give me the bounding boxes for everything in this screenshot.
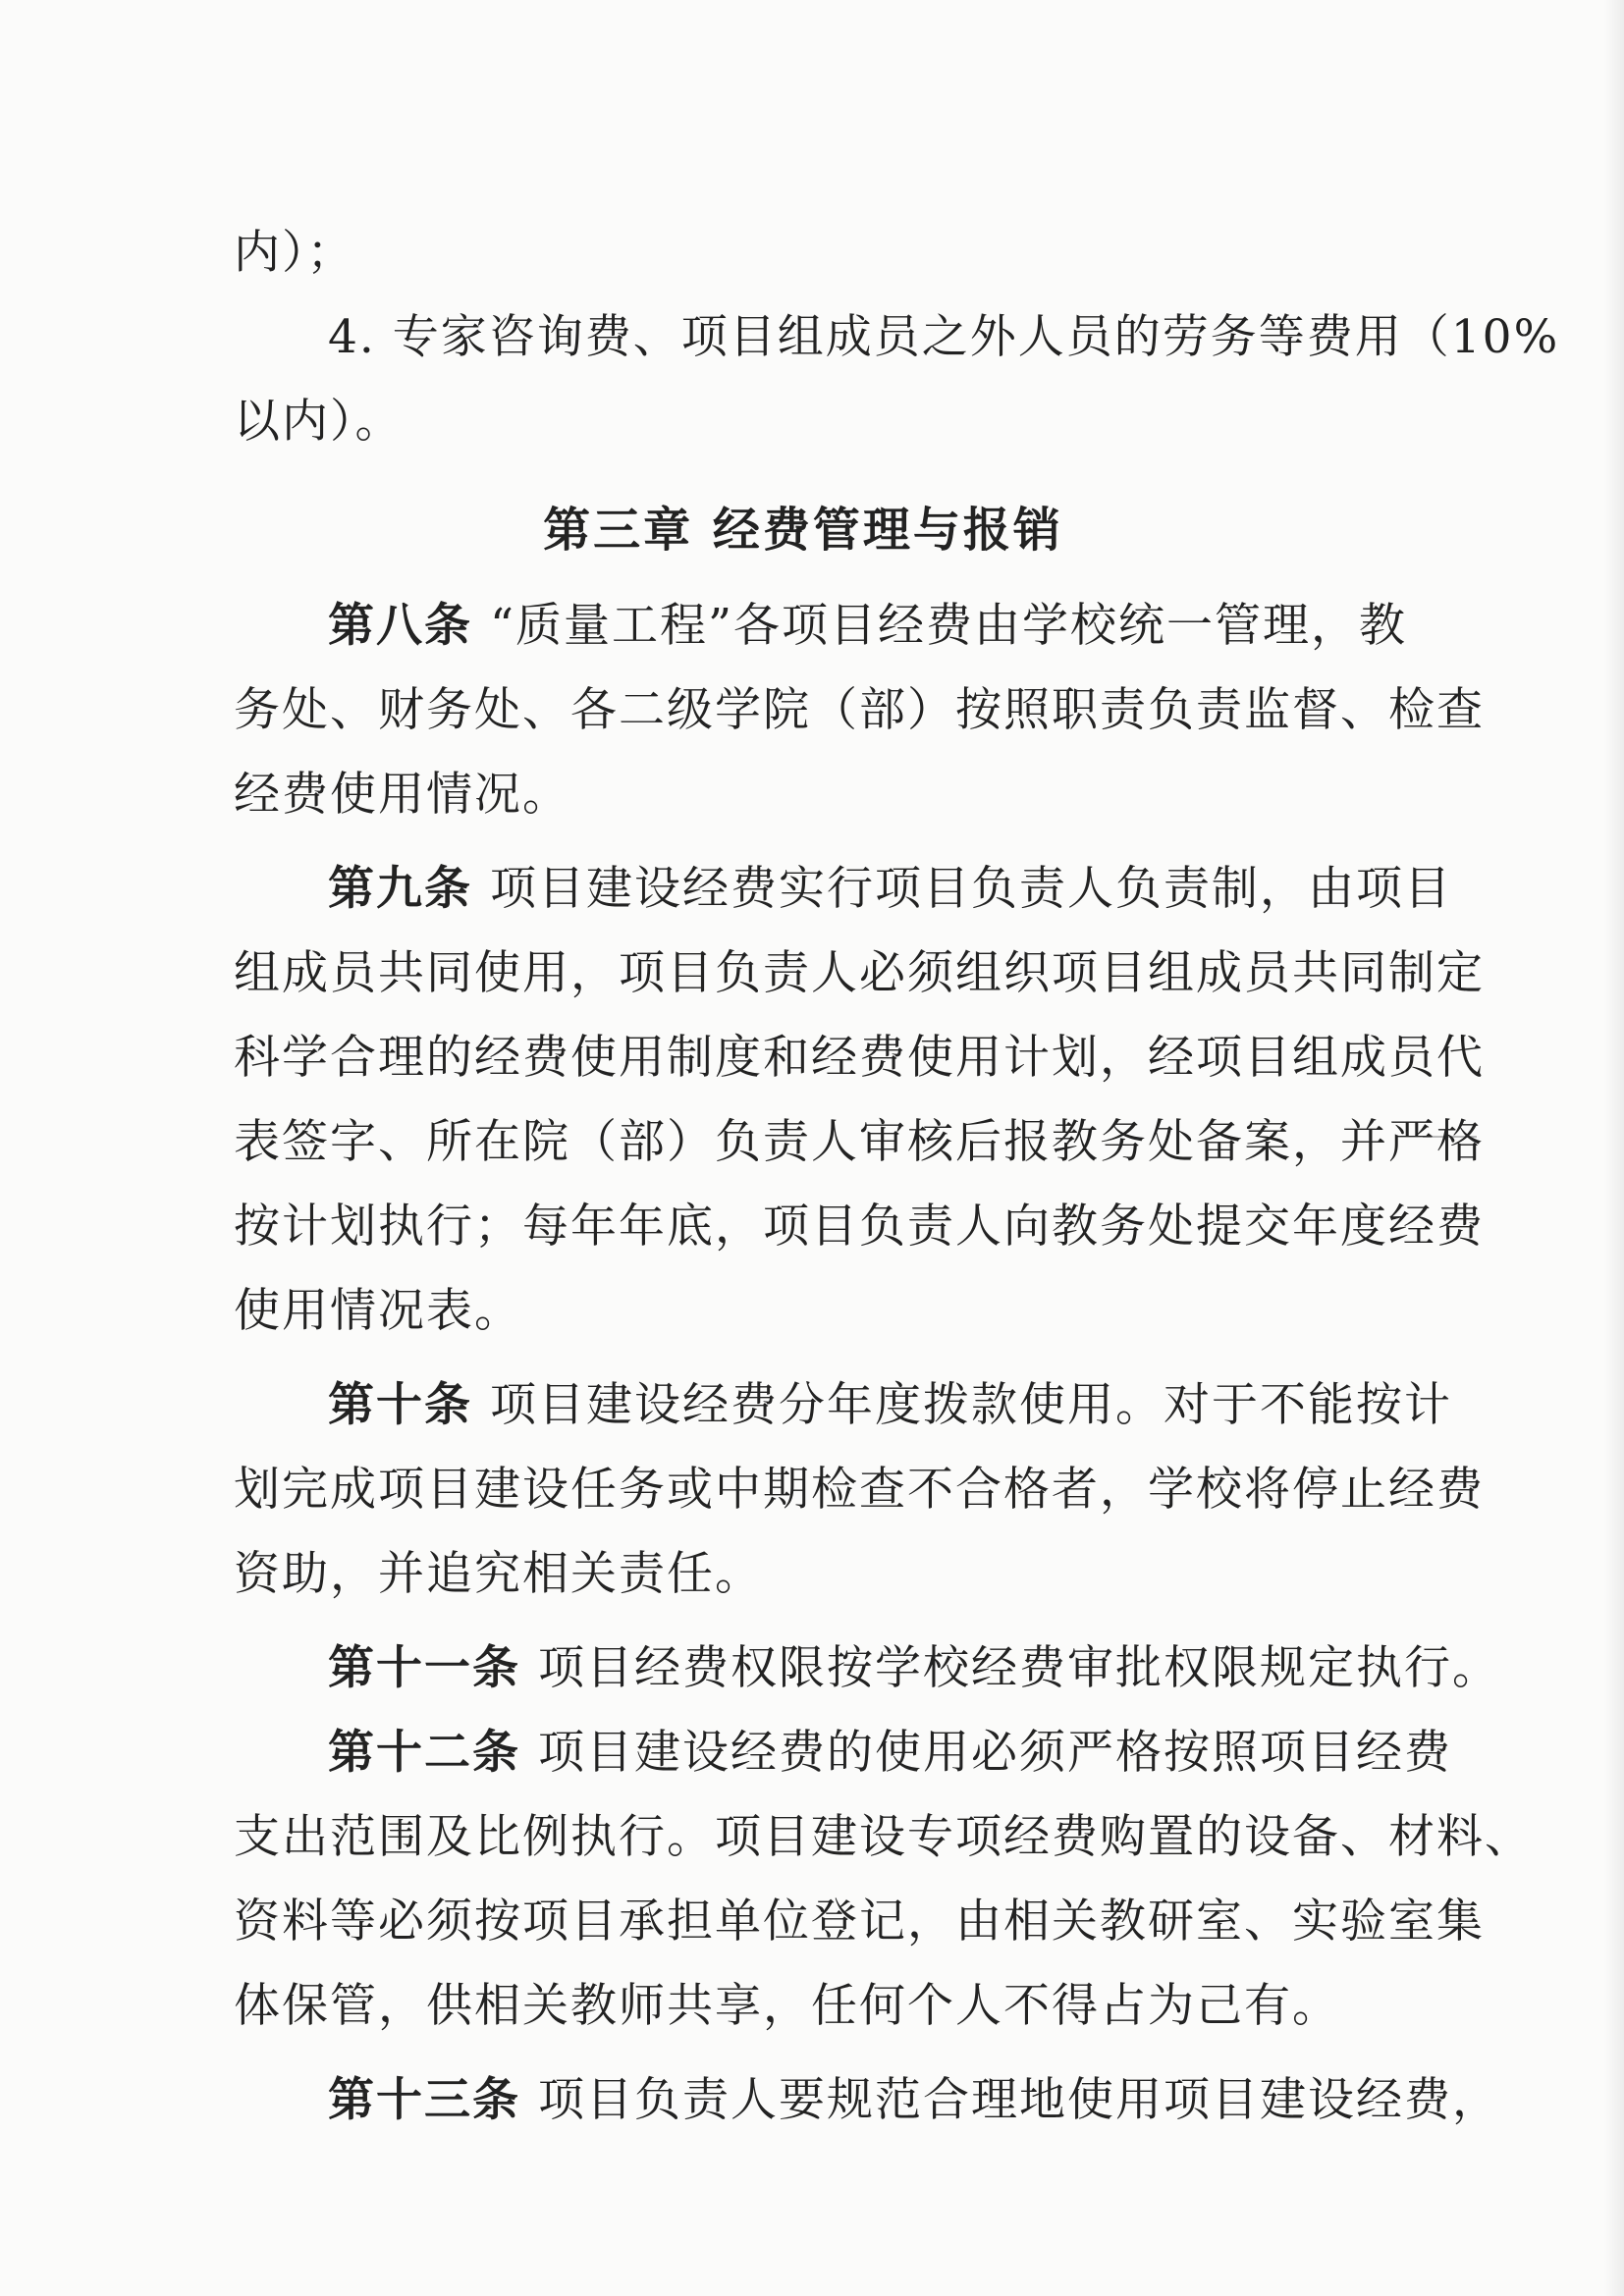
article-11-first-line: 项目经费权限按学校经费审批权限规定执行。 bbox=[538, 1641, 1500, 1695]
article-9-line: 表签字、所在院（部）负责人审核后报教务处备案，并严格 bbox=[234, 1115, 1485, 1169]
article-13-first-line: 项目负责人要规范合理地使用项目建设经费， bbox=[538, 2073, 1500, 2127]
article-9-label: 第九条 bbox=[328, 862, 472, 916]
article-9 bbox=[234, 847, 1485, 1354]
item-4-line-1: 4. 专家咨询费、项目组成员之外人员的劳务等费用（10% bbox=[328, 310, 1560, 364]
article-10-label: 第十条 bbox=[328, 1378, 472, 1432]
article-10-first-line: 项目建设经费分年度拨款使用。对于不能按计 bbox=[490, 1378, 1452, 1432]
document-body bbox=[234, 211, 1560, 2143]
article-9-line: 科学合理的经费使用制度和经费使用计划，经项目组成员代 bbox=[234, 1031, 1485, 1085]
article-13 bbox=[234, 2058, 1500, 2143]
article-13-label: 第十三条 bbox=[328, 2073, 520, 2127]
article-9-first-line: 项目建设经费实行项目负责人负责制，由项目 bbox=[490, 862, 1452, 916]
article-12-first-line: 项目建设经费的使用必须严格按照项目经费 bbox=[538, 1726, 1452, 1780]
article-8-first-line: “质量工程”各项目经费由学校统一管理，教 bbox=[490, 599, 1408, 653]
article-12-line: 资料等必须按项目承担单位登记，由相关教研室、实验室集 bbox=[234, 1895, 1485, 1949]
article-12-line: 支出范围及比例执行。项目建设专项经费购置的设备、材料、 bbox=[234, 1810, 1533, 1864]
article-10-line: 资助，并追究相关责任。 bbox=[234, 1547, 763, 1601]
article-11 bbox=[234, 1627, 1500, 1711]
article-11-label: 第十一条 bbox=[328, 1641, 520, 1695]
article-10-line: 划完成项目建设任务或中期检查不合格者，学校将停止经费 bbox=[234, 1463, 1485, 1517]
continued-line: 内）； bbox=[234, 226, 355, 280]
article-8-line: 务处、财务处、各二级学院（部）按照职责负责监督、检查 bbox=[234, 683, 1485, 737]
article-8-line: 经费使用情况。 bbox=[234, 768, 570, 822]
article-12-label: 第十二条 bbox=[328, 1726, 520, 1780]
article-9-line: 组成员共同使用，项目负责人必须组织项目组成员共同制定 bbox=[234, 946, 1485, 1000]
article-8-label: 第八条 bbox=[328, 599, 472, 653]
scan-edge-shadow bbox=[1604, 0, 1624, 2296]
article-9-line: 使用情况表。 bbox=[234, 1284, 522, 1338]
article-10 bbox=[234, 1363, 1485, 1617]
article-8 bbox=[234, 584, 1485, 837]
item-4-line-2: 以内）。 bbox=[234, 395, 404, 449]
article-12 bbox=[234, 1711, 1533, 2049]
article-9-line: 按计划执行；每年年底，项目负责人向教务处提交年度经费 bbox=[234, 1200, 1485, 1254]
article-12-line: 体保管，供相关教师共享，任何个人不得占为己有。 bbox=[234, 1979, 1340, 2033]
chapter-heading: 第三章 经费管理与报销 bbox=[543, 503, 1063, 558]
